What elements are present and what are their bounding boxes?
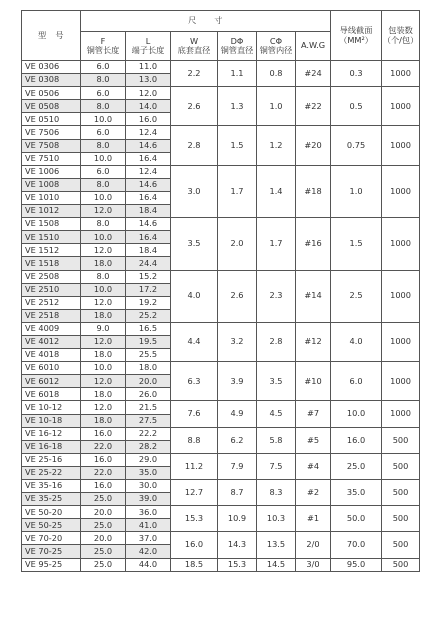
header-cross-section-unit: （MM²） bbox=[339, 34, 373, 45]
l-length-cell: 36.0 bbox=[126, 506, 171, 519]
model-cell: VE 50-25 bbox=[22, 519, 81, 532]
f-length-cell: 20.0 bbox=[81, 532, 126, 545]
awg-cell: #4 bbox=[296, 453, 331, 479]
model-cell: VE 16-18 bbox=[22, 440, 81, 453]
f-length-cell: 18.0 bbox=[81, 309, 126, 322]
d-diameter-cell: 15.3 bbox=[218, 558, 257, 571]
f-length-cell: 6.0 bbox=[81, 61, 126, 74]
model-cell: VE 0306 bbox=[22, 61, 81, 74]
header-F-desc: 铜管长度 bbox=[86, 45, 120, 55]
l-length-cell: 11.0 bbox=[126, 61, 171, 74]
l-length-cell: 12.4 bbox=[126, 165, 171, 178]
l-length-cell: 14.6 bbox=[126, 178, 171, 191]
model-cell: VE 1510 bbox=[22, 231, 81, 244]
f-length-cell: 9.0 bbox=[81, 322, 126, 335]
table-row bbox=[22, 126, 420, 139]
header-C bbox=[257, 32, 296, 61]
c-diameter-cell: 1.7 bbox=[257, 218, 296, 270]
l-length-cell: 15.2 bbox=[126, 270, 171, 283]
pack-qty-cell: 1000 bbox=[382, 61, 420, 87]
model-cell: VE 7510 bbox=[22, 152, 81, 165]
f-length-cell: 22.0 bbox=[81, 466, 126, 479]
c-diameter-cell: 13.5 bbox=[257, 532, 296, 558]
w-diameter-cell: 11.2 bbox=[171, 453, 218, 479]
l-length-cell: 13.0 bbox=[126, 74, 171, 87]
model-cell: VE 2508 bbox=[22, 270, 81, 283]
l-length-cell: 18.0 bbox=[126, 362, 171, 375]
pack-qty-cell: 1000 bbox=[382, 401, 420, 427]
f-length-cell: 6.0 bbox=[81, 87, 126, 100]
awg-cell: #20 bbox=[296, 126, 331, 165]
table-row bbox=[22, 270, 420, 283]
model-cell: VE 25-22 bbox=[22, 466, 81, 479]
awg-cell: #18 bbox=[296, 165, 331, 217]
pack-qty-cell: 1000 bbox=[382, 126, 420, 165]
cross-section-cell: 4.0 bbox=[331, 322, 382, 361]
c-diameter-cell: 1.4 bbox=[257, 165, 296, 217]
c-diameter-cell: 3.5 bbox=[257, 362, 296, 401]
w-diameter-cell: 4.0 bbox=[171, 270, 218, 322]
w-diameter-cell: 3.0 bbox=[171, 165, 218, 217]
table-row bbox=[22, 322, 420, 335]
c-diameter-cell: 7.5 bbox=[257, 453, 296, 479]
model-cell: VE 1012 bbox=[22, 205, 81, 218]
f-length-cell: 8.0 bbox=[81, 218, 126, 231]
table-row bbox=[22, 532, 420, 545]
model-cell: VE 6010 bbox=[22, 362, 81, 375]
model-cell: VE 1518 bbox=[22, 257, 81, 270]
cross-section-cell: 25.0 bbox=[331, 453, 382, 479]
l-length-cell: 14.6 bbox=[126, 139, 171, 152]
d-diameter-cell: 1.7 bbox=[218, 165, 257, 217]
model-cell: VE 1512 bbox=[22, 244, 81, 257]
l-length-cell: 16.4 bbox=[126, 152, 171, 165]
l-length-cell: 16.4 bbox=[126, 231, 171, 244]
f-length-cell: 6.0 bbox=[81, 165, 126, 178]
d-diameter-cell: 14.3 bbox=[218, 532, 257, 558]
table-row bbox=[22, 87, 420, 100]
model-cell: VE 6018 bbox=[22, 388, 81, 401]
cross-section-cell: 35.0 bbox=[331, 480, 382, 506]
l-length-cell: 22.2 bbox=[126, 427, 171, 440]
l-length-cell: 19.5 bbox=[126, 335, 171, 348]
d-diameter-cell: 2.6 bbox=[218, 270, 257, 322]
f-length-cell: 10.0 bbox=[81, 283, 126, 296]
l-length-cell: 18.4 bbox=[126, 205, 171, 218]
pack-qty-cell: 1000 bbox=[382, 270, 420, 322]
awg-cell: #10 bbox=[296, 362, 331, 401]
model-cell: VE 0308 bbox=[22, 74, 81, 87]
pack-qty-cell: 1000 bbox=[382, 165, 420, 217]
header-D bbox=[218, 32, 257, 61]
model-cell: VE 0510 bbox=[22, 113, 81, 126]
cross-section-cell: 95.0 bbox=[331, 558, 382, 571]
l-length-cell: 42.0 bbox=[126, 545, 171, 558]
awg-cell: #22 bbox=[296, 87, 331, 126]
w-diameter-cell: 2.6 bbox=[171, 87, 218, 126]
f-length-cell: 18.0 bbox=[81, 349, 126, 362]
pack-qty-cell: 1000 bbox=[382, 87, 420, 126]
l-length-cell: 29.0 bbox=[126, 453, 171, 466]
table-row bbox=[22, 61, 420, 74]
l-length-cell: 14.0 bbox=[126, 100, 171, 113]
cross-section-cell: 16.0 bbox=[331, 427, 382, 453]
w-diameter-cell: 2.2 bbox=[171, 61, 218, 87]
l-length-cell: 37.0 bbox=[126, 532, 171, 545]
w-diameter-cell: 7.6 bbox=[171, 401, 218, 427]
f-length-cell: 25.0 bbox=[81, 519, 126, 532]
cross-section-cell: 0.75 bbox=[331, 126, 382, 165]
l-length-cell: 26.0 bbox=[126, 388, 171, 401]
header-L-symbol: L bbox=[145, 35, 151, 46]
c-diameter-cell: 14.5 bbox=[257, 558, 296, 571]
f-length-cell: 10.0 bbox=[81, 231, 126, 244]
f-length-cell: 8.0 bbox=[81, 74, 126, 87]
model-cell: VE 7506 bbox=[22, 126, 81, 139]
c-diameter-cell: 4.5 bbox=[257, 401, 296, 427]
pack-qty-cell: 500 bbox=[382, 453, 420, 479]
pack-qty-cell: 500 bbox=[382, 532, 420, 558]
header-dimensions: 尺 寸 bbox=[81, 11, 331, 32]
c-diameter-cell: 1.0 bbox=[257, 87, 296, 126]
model-cell: VE 35-25 bbox=[22, 493, 81, 506]
f-length-cell: 18.0 bbox=[81, 257, 126, 270]
d-diameter-cell: 10.9 bbox=[218, 506, 257, 532]
model-cell: VE 35-16 bbox=[22, 480, 81, 493]
f-length-cell: 16.0 bbox=[81, 453, 126, 466]
l-length-cell: 41.0 bbox=[126, 519, 171, 532]
cross-section-cell: 1.0 bbox=[331, 165, 382, 217]
awg-cell: #14 bbox=[296, 270, 331, 322]
f-length-cell: 20.0 bbox=[81, 506, 126, 519]
l-length-cell: 20.0 bbox=[126, 375, 171, 388]
c-diameter-cell: 0.8 bbox=[257, 61, 296, 87]
header-awg: A.W.G bbox=[296, 32, 331, 61]
model-cell: VE 1508 bbox=[22, 218, 81, 231]
d-diameter-cell: 7.9 bbox=[218, 453, 257, 479]
cross-section-cell: 0.5 bbox=[331, 87, 382, 126]
model-cell: VE 2510 bbox=[22, 283, 81, 296]
cross-section-cell: 0.3 bbox=[331, 61, 382, 87]
w-diameter-cell: 15.3 bbox=[171, 506, 218, 532]
table-row bbox=[22, 558, 420, 571]
model-cell: VE 4012 bbox=[22, 335, 81, 348]
table-header bbox=[22, 11, 420, 61]
model-cell: VE 4018 bbox=[22, 349, 81, 362]
w-diameter-cell: 4.4 bbox=[171, 322, 218, 361]
f-length-cell: 10.0 bbox=[81, 191, 126, 204]
model-cell: VE 2512 bbox=[22, 296, 81, 309]
awg-cell: #24 bbox=[296, 61, 331, 87]
header-F bbox=[81, 32, 126, 61]
table-row bbox=[22, 506, 420, 519]
c-diameter-cell: 10.3 bbox=[257, 506, 296, 532]
awg-cell: #5 bbox=[296, 427, 331, 453]
model-cell: VE 50-20 bbox=[22, 506, 81, 519]
header-pack-label: 包装数 bbox=[388, 25, 413, 36]
model-cell: VE 16-12 bbox=[22, 427, 81, 440]
w-diameter-cell: 18.5 bbox=[171, 558, 218, 571]
f-length-cell: 10.0 bbox=[81, 152, 126, 165]
l-length-cell: 25.2 bbox=[126, 309, 171, 322]
pack-qty-cell: 500 bbox=[382, 427, 420, 453]
pack-qty-cell: 500 bbox=[382, 506, 420, 532]
l-length-cell: 12.4 bbox=[126, 126, 171, 139]
header-D-symbol: DΦ bbox=[230, 35, 244, 46]
header-pack-unit: （个/包） bbox=[382, 34, 419, 45]
f-length-cell: 16.0 bbox=[81, 427, 126, 440]
d-diameter-cell: 1.1 bbox=[218, 61, 257, 87]
f-length-cell: 12.0 bbox=[81, 244, 126, 257]
cross-section-cell: 10.0 bbox=[331, 401, 382, 427]
model-cell: VE 70-20 bbox=[22, 532, 81, 545]
w-diameter-cell: 6.3 bbox=[171, 362, 218, 401]
l-length-cell: 16.4 bbox=[126, 191, 171, 204]
f-length-cell: 10.0 bbox=[81, 113, 126, 126]
f-length-cell: 18.0 bbox=[81, 414, 126, 427]
pack-qty-cell: 1000 bbox=[382, 322, 420, 361]
cross-section-cell: 70.0 bbox=[331, 532, 382, 558]
awg-cell: #7 bbox=[296, 401, 331, 427]
d-diameter-cell: 1.3 bbox=[218, 87, 257, 126]
model-cell: VE 4009 bbox=[22, 322, 81, 335]
l-length-cell: 19.2 bbox=[126, 296, 171, 309]
header-D-desc: 铜管直径 bbox=[220, 45, 254, 55]
w-diameter-cell: 2.8 bbox=[171, 126, 218, 165]
model-cell: VE 1006 bbox=[22, 165, 81, 178]
table-row bbox=[22, 165, 420, 178]
f-length-cell: 8.0 bbox=[81, 178, 126, 191]
f-length-cell: 12.0 bbox=[81, 205, 126, 218]
d-diameter-cell: 4.9 bbox=[218, 401, 257, 427]
table-row bbox=[22, 401, 420, 414]
table-row bbox=[22, 427, 420, 440]
l-length-cell: 14.6 bbox=[126, 218, 171, 231]
w-diameter-cell: 12.7 bbox=[171, 480, 218, 506]
l-length-cell: 12.0 bbox=[126, 87, 171, 100]
f-length-cell: 6.0 bbox=[81, 126, 126, 139]
model-cell: VE 6012 bbox=[22, 375, 81, 388]
header-F-symbol: F bbox=[100, 35, 106, 46]
header-W-symbol: W bbox=[189, 35, 199, 46]
l-length-cell: 44.0 bbox=[126, 558, 171, 571]
cross-section-cell: 6.0 bbox=[331, 362, 382, 401]
f-length-cell: 22.0 bbox=[81, 440, 126, 453]
pack-qty-cell: 1000 bbox=[382, 218, 420, 270]
f-length-cell: 12.0 bbox=[81, 401, 126, 414]
model-cell: VE 10-18 bbox=[22, 414, 81, 427]
f-length-cell: 8.0 bbox=[81, 270, 126, 283]
header-W bbox=[171, 32, 218, 61]
d-diameter-cell: 2.0 bbox=[218, 218, 257, 270]
f-length-cell: 25.0 bbox=[81, 558, 126, 571]
c-diameter-cell: 5.8 bbox=[257, 427, 296, 453]
f-length-cell: 25.0 bbox=[81, 545, 126, 558]
model-cell: VE 10-12 bbox=[22, 401, 81, 414]
model-cell: VE 95-25 bbox=[22, 558, 81, 571]
model-cell: VE 2518 bbox=[22, 309, 81, 322]
l-length-cell: 21.5 bbox=[126, 401, 171, 414]
header-pack bbox=[382, 11, 420, 61]
header-C-desc: 铜管内径 bbox=[259, 45, 293, 55]
awg-cell: 3/0 bbox=[296, 558, 331, 571]
f-length-cell: 12.0 bbox=[81, 375, 126, 388]
model-cell: VE 1008 bbox=[22, 178, 81, 191]
f-length-cell: 10.0 bbox=[81, 362, 126, 375]
model-cell: VE 0508 bbox=[22, 100, 81, 113]
table-body bbox=[22, 61, 420, 572]
pack-qty-cell: 500 bbox=[382, 480, 420, 506]
cross-section-cell: 1.5 bbox=[331, 218, 382, 270]
header-cross-section bbox=[331, 11, 382, 61]
w-diameter-cell: 16.0 bbox=[171, 532, 218, 558]
l-length-cell: 24.4 bbox=[126, 257, 171, 270]
f-length-cell: 16.0 bbox=[81, 480, 126, 493]
f-length-cell: 25.0 bbox=[81, 493, 126, 506]
header-C-symbol: CΦ bbox=[269, 35, 283, 46]
f-length-cell: 8.0 bbox=[81, 100, 126, 113]
l-length-cell: 18.4 bbox=[126, 244, 171, 257]
d-diameter-cell: 8.7 bbox=[218, 480, 257, 506]
table-row bbox=[22, 480, 420, 493]
awg-cell: #2 bbox=[296, 480, 331, 506]
model-cell: VE 0506 bbox=[22, 87, 81, 100]
d-diameter-cell: 3.2 bbox=[218, 322, 257, 361]
model-cell: VE 1010 bbox=[22, 191, 81, 204]
f-length-cell: 12.0 bbox=[81, 296, 126, 309]
table-row bbox=[22, 453, 420, 466]
w-diameter-cell: 3.5 bbox=[171, 218, 218, 270]
awg-cell: #16 bbox=[296, 218, 331, 270]
l-length-cell: 39.0 bbox=[126, 493, 171, 506]
l-length-cell: 30.0 bbox=[126, 480, 171, 493]
pack-qty-cell: 1000 bbox=[382, 362, 420, 401]
l-length-cell: 25.5 bbox=[126, 349, 171, 362]
d-diameter-cell: 3.9 bbox=[218, 362, 257, 401]
l-length-cell: 16.0 bbox=[126, 113, 171, 126]
l-length-cell: 27.5 bbox=[126, 414, 171, 427]
d-diameter-cell: 1.5 bbox=[218, 126, 257, 165]
model-cell: VE 25-16 bbox=[22, 453, 81, 466]
header-W-desc: 底套直径 bbox=[177, 45, 211, 55]
awg-cell: 2/0 bbox=[296, 532, 331, 558]
cross-section-cell: 50.0 bbox=[331, 506, 382, 532]
f-length-cell: 18.0 bbox=[81, 388, 126, 401]
table-row bbox=[22, 218, 420, 231]
f-length-cell: 12.0 bbox=[81, 335, 126, 348]
l-length-cell: 17.2 bbox=[126, 283, 171, 296]
spec-table bbox=[21, 10, 420, 572]
c-diameter-cell: 2.8 bbox=[257, 322, 296, 361]
header-L bbox=[126, 32, 171, 61]
l-length-cell: 28.2 bbox=[126, 440, 171, 453]
header-model: 型 号 bbox=[22, 11, 81, 61]
model-cell: VE 70-25 bbox=[22, 545, 81, 558]
c-diameter-cell: 8.3 bbox=[257, 480, 296, 506]
f-length-cell: 8.0 bbox=[81, 139, 126, 152]
pack-qty-cell: 500 bbox=[382, 558, 420, 571]
awg-cell: #12 bbox=[296, 322, 331, 361]
w-diameter-cell: 8.8 bbox=[171, 427, 218, 453]
c-diameter-cell: 1.2 bbox=[257, 126, 296, 165]
awg-cell: #1 bbox=[296, 506, 331, 532]
table-row bbox=[22, 362, 420, 375]
header-L-desc: 端子长度 bbox=[131, 45, 165, 55]
c-diameter-cell: 2.3 bbox=[257, 270, 296, 322]
l-length-cell: 35.0 bbox=[126, 466, 171, 479]
d-diameter-cell: 6.2 bbox=[218, 427, 257, 453]
header-cross-section-label: 导线截面 bbox=[339, 25, 373, 36]
cross-section-cell: 2.5 bbox=[331, 270, 382, 322]
l-length-cell: 16.5 bbox=[126, 322, 171, 335]
model-cell: VE 7508 bbox=[22, 139, 81, 152]
